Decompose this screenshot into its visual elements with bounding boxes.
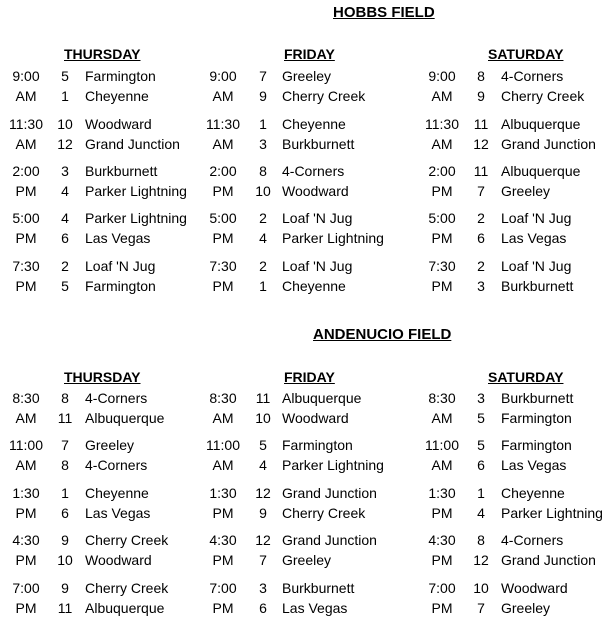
game-time: AM <box>15 136 37 152</box>
day-heading: SATURDAY <box>488 369 564 385</box>
team-number: 6 <box>477 230 485 246</box>
team-number: 2 <box>259 258 267 274</box>
game-time: 11:00 <box>9 437 43 453</box>
team-name: Cherry Creek <box>282 505 366 521</box>
game-time: PM <box>212 230 234 246</box>
team-number: 5 <box>477 410 485 426</box>
team-number: 9 <box>61 580 69 596</box>
team-number: 7 <box>259 68 267 84</box>
game-time: 7:00 <box>209 580 237 596</box>
game-time: 9:00 <box>209 68 237 84</box>
team-name: Grand Junction <box>501 136 596 152</box>
field-title: HOBBS FIELD <box>333 4 435 21</box>
team-number: 7 <box>61 437 69 453</box>
day-heading: FRIDAY <box>284 46 335 62</box>
team-name: Cheyenne <box>282 116 346 132</box>
team-name: Cheyenne <box>85 485 149 501</box>
team-name: Parker Lightning <box>282 230 384 246</box>
team-name: Greeley <box>501 600 551 616</box>
team-number: 4 <box>259 457 267 473</box>
team-number: 1 <box>61 88 69 104</box>
game-time: PM <box>431 278 453 294</box>
team-number: 4 <box>259 230 267 246</box>
team-number: 2 <box>259 210 267 226</box>
team-number: 7 <box>259 552 267 568</box>
game-time: 7:00 <box>428 580 456 596</box>
team-number: 10 <box>57 552 73 568</box>
team-number: 5 <box>61 68 69 84</box>
game-time: 2:00 <box>12 163 40 179</box>
game-time: PM <box>15 230 37 246</box>
game-time: AM <box>431 457 453 473</box>
game-time: PM <box>15 505 37 521</box>
team-number: 8 <box>477 532 485 548</box>
team-name: Greeley <box>282 68 332 84</box>
team-name: Greeley <box>85 437 135 453</box>
team-name: Grand Junction <box>282 485 377 501</box>
team-name: Las Vegas <box>85 505 151 521</box>
game-time: AM <box>15 88 37 104</box>
team-name: Parker Lightning <box>282 457 384 473</box>
game-time: 7:00 <box>12 580 40 596</box>
team-number: 6 <box>61 505 69 521</box>
game-time: 7:30 <box>209 258 237 274</box>
team-name: Cheyenne <box>85 88 149 104</box>
game-time: PM <box>431 600 453 616</box>
game-time: AM <box>212 136 234 152</box>
team-number: 1 <box>477 485 485 501</box>
team-number: 9 <box>259 505 267 521</box>
team-number: 2 <box>477 258 485 274</box>
team-name: Loaf 'N Jug <box>282 258 353 274</box>
game-time: 1:30 <box>209 485 237 501</box>
game-time: 2:00 <box>428 163 456 179</box>
game-time: 5:00 <box>428 210 456 226</box>
game-time: PM <box>431 552 453 568</box>
team-number: 3 <box>61 163 69 179</box>
team-name: Woodward <box>282 183 349 199</box>
game-time: PM <box>212 505 234 521</box>
team-name: Cheyenne <box>501 485 565 501</box>
game-time: 8:30 <box>12 390 40 406</box>
team-name: Albuquerque <box>282 390 362 406</box>
team-number: 3 <box>477 278 485 294</box>
team-name: 4-Corners <box>501 68 564 84</box>
team-name: Loaf 'N Jug <box>501 258 572 274</box>
team-name: Albuquerque <box>501 116 581 132</box>
game-time: 8:30 <box>428 390 456 406</box>
team-number: 8 <box>259 163 267 179</box>
day-heading: THURSDAY <box>64 369 141 385</box>
day-heading: FRIDAY <box>284 369 335 385</box>
team-name: Albuquerque <box>501 163 581 179</box>
team-name: Burkburnett <box>282 580 355 596</box>
team-number: 11 <box>473 163 489 179</box>
team-name: Cherry Creek <box>282 88 366 104</box>
team-number: 12 <box>473 552 489 568</box>
team-number: 3 <box>259 580 267 596</box>
team-name: 4-Corners <box>282 163 345 179</box>
team-name: Cherry Creek <box>85 580 169 596</box>
team-number: 10 <box>57 116 73 132</box>
team-number: 8 <box>61 457 69 473</box>
game-time: PM <box>431 230 453 246</box>
team-number: 2 <box>61 258 69 274</box>
team-name: Parker Lightning <box>85 183 187 199</box>
team-name: Woodward <box>282 410 349 426</box>
team-number: 11 <box>473 116 489 132</box>
game-time: 5:00 <box>12 210 40 226</box>
team-number: 5 <box>61 278 69 294</box>
game-time: 11:00 <box>206 437 240 453</box>
team-number: 2 <box>477 210 485 226</box>
day-heading: THURSDAY <box>64 46 141 62</box>
team-name: Burkburnett <box>282 136 355 152</box>
game-time: 7:30 <box>12 258 40 274</box>
team-name: 4-Corners <box>501 532 564 548</box>
game-time: 4:30 <box>209 532 237 548</box>
game-time: 11:30 <box>206 116 240 132</box>
game-time: PM <box>431 183 453 199</box>
game-time: 11:00 <box>425 437 459 453</box>
game-time: AM <box>212 457 234 473</box>
team-number: 3 <box>259 136 267 152</box>
team-number: 6 <box>259 600 267 616</box>
team-number: 9 <box>477 88 485 104</box>
team-name: Woodward <box>501 580 568 596</box>
team-name: Las Vegas <box>282 600 348 616</box>
team-name: Woodward <box>85 552 152 568</box>
team-name: Albuquerque <box>85 410 165 426</box>
team-name: Burkburnett <box>85 163 158 179</box>
team-name: 4-Corners <box>85 390 148 406</box>
team-number: 10 <box>255 410 271 426</box>
team-name: Cherry Creek <box>85 532 169 548</box>
team-number: 11 <box>57 410 73 426</box>
game-time: 4:30 <box>12 532 40 548</box>
game-time: AM <box>15 410 37 426</box>
team-number: 12 <box>255 532 271 548</box>
team-name: Farmington <box>501 437 572 453</box>
team-name: Woodward <box>85 116 152 132</box>
game-time: AM <box>15 457 37 473</box>
team-name: Loaf 'N Jug <box>501 210 572 226</box>
team-name: 4-Corners <box>85 457 148 473</box>
team-number: 12 <box>255 485 271 501</box>
team-name: Farmington <box>282 437 353 453</box>
game-time: 11:30 <box>425 116 459 132</box>
team-number: 7 <box>477 183 485 199</box>
game-time: PM <box>15 600 37 616</box>
game-time: 7:30 <box>428 258 456 274</box>
game-time: AM <box>431 410 453 426</box>
game-time: 9:00 <box>428 68 456 84</box>
game-time: AM <box>431 88 453 104</box>
team-number: 10 <box>473 580 489 596</box>
field-title: ANDENUCIO FIELD <box>313 326 452 343</box>
game-time: PM <box>212 183 234 199</box>
team-name: Greeley <box>282 552 332 568</box>
team-name: Cheyenne <box>282 278 346 294</box>
game-time: 5:00 <box>209 210 237 226</box>
game-time: PM <box>212 600 234 616</box>
team-number: 1 <box>259 116 267 132</box>
game-time: PM <box>15 183 37 199</box>
team-number: 12 <box>57 136 73 152</box>
game-time: PM <box>15 552 37 568</box>
team-name: Grand Junction <box>85 136 180 152</box>
game-time: PM <box>212 278 234 294</box>
team-number: 12 <box>473 136 489 152</box>
team-number: 1 <box>61 485 69 501</box>
team-number: 11 <box>255 390 271 406</box>
team-number: 4 <box>61 210 69 226</box>
team-name: Burkburnett <box>501 390 574 406</box>
game-time: 1:30 <box>12 485 40 501</box>
team-name: Parker Lightning <box>85 210 187 226</box>
team-number: 1 <box>259 278 267 294</box>
team-number: 4 <box>61 183 69 199</box>
team-name: Farmington <box>85 68 156 84</box>
team-number: 6 <box>477 457 485 473</box>
game-time: 2:00 <box>209 163 237 179</box>
game-time: AM <box>212 88 234 104</box>
team-name: Las Vegas <box>501 457 567 473</box>
game-time: 8:30 <box>209 390 237 406</box>
game-time: 4:30 <box>428 532 456 548</box>
team-number: 4 <box>477 505 485 521</box>
game-time: 11:30 <box>9 116 43 132</box>
team-number: 5 <box>259 437 267 453</box>
team-name: Farmington <box>501 410 572 426</box>
team-name: Loaf 'N Jug <box>85 258 156 274</box>
team-number: 8 <box>477 68 485 84</box>
team-number: 11 <box>57 600 73 616</box>
team-name: Cherry Creek <box>501 88 585 104</box>
team-number: 6 <box>61 230 69 246</box>
team-name: Grand Junction <box>282 532 377 548</box>
team-name: Loaf 'N Jug <box>282 210 353 226</box>
game-time: PM <box>15 278 37 294</box>
game-time: PM <box>431 505 453 521</box>
team-number: 7 <box>477 600 485 616</box>
team-name: Grand Junction <box>501 552 596 568</box>
team-number: 10 <box>255 183 271 199</box>
team-name: Burkburnett <box>501 278 574 294</box>
team-number: 9 <box>61 532 69 548</box>
team-name: Parker Lightning <box>501 505 603 521</box>
team-number: 8 <box>61 390 69 406</box>
team-name: Greeley <box>501 183 551 199</box>
team-name: Las Vegas <box>501 230 567 246</box>
team-name: Farmington <box>85 278 156 294</box>
game-time: AM <box>431 136 453 152</box>
team-name: Albuquerque <box>85 600 165 616</box>
game-time: 9:00 <box>12 68 40 84</box>
team-number: 5 <box>477 437 485 453</box>
game-time: AM <box>212 410 234 426</box>
day-heading: SATURDAY <box>488 46 564 62</box>
team-name: Las Vegas <box>85 230 151 246</box>
team-number: 9 <box>259 88 267 104</box>
game-time: PM <box>212 552 234 568</box>
team-number: 3 <box>477 390 485 406</box>
game-time: 1:30 <box>428 485 456 501</box>
